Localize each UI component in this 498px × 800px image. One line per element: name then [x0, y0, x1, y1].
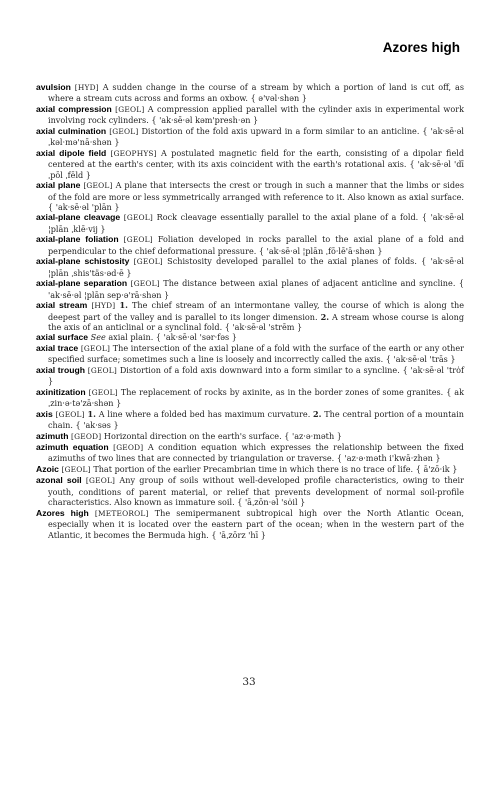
headword: Azores high	[36, 507, 89, 518]
definition: A plane that intersects the crest or trough in such a manner that the limbs or sides of the fold are more or less symmetrically arranged with reference to it. Also known as axial surface.	[48, 180, 464, 202]
headword: axial-plane foliation	[36, 234, 119, 245]
entry-axial-plane-cleavage	[36, 212, 464, 234]
headword: axial-plane separation	[36, 278, 128, 289]
headword: axial dipole field	[36, 147, 107, 158]
entry-axial-plane	[36, 180, 464, 212]
pronunciation: { 'ak·sē·əl 'strēm }	[224, 321, 303, 332]
headword: axial culmination	[36, 125, 107, 136]
definition: A line where a folded bed has maximum curvature.	[98, 408, 311, 419]
headword: axial plane	[36, 180, 81, 191]
definition: A stream whose course is along the axis of an anticlinal or a synclinal fold.	[48, 311, 465, 332]
headword: axial trough	[36, 364, 85, 375]
field-label: [HYD]	[74, 83, 99, 92]
field-label: [HYD]	[91, 301, 116, 311]
field-label: [GEOL]	[83, 181, 113, 191]
field-label: [GEOL]	[85, 476, 116, 486]
headword: axial stream	[36, 300, 88, 311]
definition: The chief stream of an intermontane valley, the course of which is along the deepest part of the valley and is parallel to its longer dimension.	[48, 300, 465, 322]
running-head: Azores high	[382, 40, 460, 55]
definition: The replacement of rocks by axinite, as in the border zones of some granites.	[120, 386, 444, 397]
pronunciation: { 'ak·sē·əl ˌkəl·mə'nā·shən }	[48, 125, 464, 148]
definition: A sudden change in the course of a stream by which a portion of land is cut off, as where a stream cuts across and forms an oxbow.	[48, 82, 464, 104]
field-label: [GEOL]	[109, 126, 139, 136]
pronunciation: { 'az·ə·məth i'kwā·zhən }	[336, 453, 441, 464]
entry-axial-trough	[36, 365, 464, 387]
headword: axial trace	[36, 342, 79, 353]
headword: axis	[36, 408, 53, 419]
field-label: [GEOL]	[133, 257, 163, 267]
headword: azimuth	[36, 430, 69, 441]
entry-avulsion	[36, 82, 464, 104]
headword: axial compression	[36, 103, 112, 114]
field-label: [GEOL]	[115, 104, 145, 114]
field-label: [GEOL]	[123, 235, 153, 245]
pronunciation: { 'ak·sē·əl ¦plān ˌklē·vij }	[48, 212, 464, 234]
entry-azonal-soil	[36, 475, 464, 507]
pronunciation: { 'ak·sē·əl 'trās }	[385, 354, 456, 365]
field-label: [GEOL]	[55, 409, 85, 419]
sense-number: 1.	[87, 408, 96, 419]
definition: axial plain.	[108, 332, 154, 343]
pronunciation: { 'az·ə·məth }	[284, 430, 342, 441]
sense-number: 1.	[119, 300, 128, 311]
field-label: [METEOROL]	[94, 508, 149, 518]
entry-axial-culmination	[36, 126, 464, 148]
definition: Rock cleavage essentially parallel to the axial plane of a fold.	[156, 212, 419, 223]
pronunciation: { akˌzin·ə·tə'zā·shən }	[48, 386, 465, 409]
definition: Foliation developed in rocks parallel to the axial plane of a fold and perpendicular to the chief deformational pressure.	[48, 234, 464, 256]
field-label: [GEOL]	[130, 279, 160, 289]
pronunciation: { 'ak·səs }	[75, 420, 119, 431]
definition: The central portion of a mountain chain.	[48, 408, 465, 431]
entry-azoic	[36, 464, 464, 475]
headword: azonal soil	[36, 475, 82, 486]
headword: axial-plane schistosity	[36, 256, 130, 267]
entry-axial-compression	[36, 104, 464, 126]
entry-axial-plane-foliation	[36, 234, 464, 256]
headword: axial surface	[36, 332, 89, 343]
entry-axial-surface	[36, 332, 464, 342]
headword: axial-plane cleavage	[36, 212, 121, 223]
entry-axial-plane-separation	[36, 278, 464, 300]
headword: avulsion	[36, 82, 71, 92]
pronunciation: { 'ak·sē·əl ¦plān ˌfō·lē'ā·shən }	[258, 245, 383, 256]
field-label: [GEOL]	[123, 213, 153, 223]
field-label: [GEOL]	[87, 365, 117, 375]
definition: A compression applied parallel with the cylinder axis in experimental work involving rock cylinders.	[48, 103, 464, 126]
pronunciation: { 'ak·sē·əl kəm'presh·ən }	[151, 115, 259, 126]
field-label: [GEOD]	[71, 431, 102, 441]
field-label: [GEOL]	[88, 387, 118, 397]
sense-number: 2.	[313, 408, 322, 419]
definition: A postulated magnetic field for the earth, consisting of a dipolar field centered at the earth's center, with its axis coincident with the earth's rotational axis.	[48, 147, 465, 170]
definition: That portion of the earlier Precambrian time in which there is no trace of life.	[93, 463, 414, 474]
see-reference-label: See	[90, 332, 106, 343]
pronunciation: { 'ak·sē·əl 'dīˌpōl ˌfēld }	[48, 159, 464, 180]
pronunciation: { 'ak·sē·əl ¦plān sep·ə'rā·shən }	[48, 278, 464, 300]
pronunciation: { 'āˌzōn·əl 'sȯil }	[237, 497, 306, 508]
definition: The semipermanent subtropical high over the North Atlantic Ocean, especially when it is located over the eastern part of the ocean; when in the western part of the Atlantic, it becomes the Bermuda high.	[48, 507, 464, 540]
entry-axis	[36, 409, 464, 431]
sense-number: 2.	[320, 311, 330, 322]
entry-azores-high	[36, 508, 464, 540]
definition: The intersection of the axial plane of a fold with the surface of the earth or any other specified surface; sometimes such a line is loosely and incorrectly called the axis.	[48, 342, 464, 365]
field-label: [GEOL]	[61, 464, 91, 474]
field-label: [GEOD]	[113, 442, 144, 452]
field-label: [GEOPHYS]	[110, 148, 157, 158]
entry-axial-trace	[36, 343, 464, 365]
pronunciation: { 'ak·sē·əl 'sər·fəs }	[155, 332, 237, 343]
definition: Schistosity developed parallel to the axial planes of folds.	[167, 256, 417, 267]
definition: Any group of soils without well-developed profile characteristics, owing to their youth, conditions of parent material, or relief that prevents development of normal soil-profile characteristics. Also known as immature soil.	[48, 475, 464, 508]
entry-list	[36, 82, 464, 540]
entry-axinitization	[36, 387, 464, 409]
page-number: 33	[242, 676, 256, 688]
headword: azimuth equation	[36, 441, 109, 452]
entry-axial-dipole-field	[36, 148, 464, 180]
entry-azimuth	[36, 431, 464, 442]
definition: A condition equation which expresses the relationship between the fixed azimuths of two lines that are connected by triangulation or traverse.	[48, 441, 464, 464]
pronunciation: { 'āˌzōrz 'hī }	[211, 529, 266, 540]
pronunciation: { 'ak·sē·əl ¦plān ˌshis'täs·əd·ē }	[48, 256, 465, 278]
pronunciation: { 'ak·sē·əl 'plān }	[48, 201, 120, 212]
definition: Horizontal direction on the earth's surface.	[103, 430, 282, 441]
definition: Distortion of a fold axis downward into a form similar to a syncline.	[119, 364, 400, 375]
definition: The distance between axial planes of adjacent anticline and syncline.	[163, 278, 456, 289]
entry-axial-stream	[36, 300, 464, 332]
entry-axial-plane-schistosity	[36, 256, 464, 278]
pronunciation: { 'ak·sē·əl 'trȯf }	[48, 364, 464, 387]
pronunciation: { ā'zō·ik }	[415, 463, 458, 474]
entry-azimuth-equation	[36, 442, 464, 464]
headword: Azoic	[36, 463, 59, 474]
headword: axinitization	[36, 386, 86, 397]
field-label: [GEOL]	[80, 343, 111, 353]
pronunciation: { ə'vəl·shən }	[250, 93, 307, 104]
definition: Distortion of the fold axis upward in a form similar to an anticline.	[141, 125, 420, 136]
